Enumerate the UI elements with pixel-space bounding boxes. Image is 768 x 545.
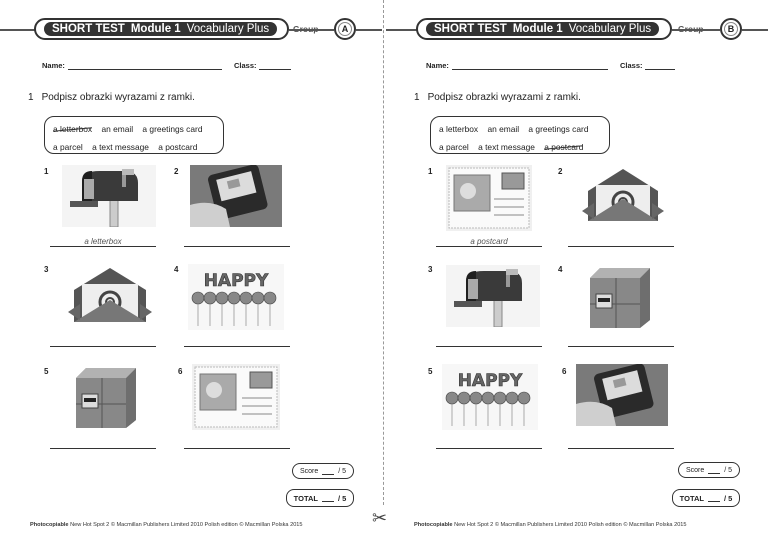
photocopiable-label: Photocopiable — [30, 522, 69, 528]
total-blank[interactable] — [322, 494, 334, 502]
total-blank[interactable] — [708, 494, 720, 502]
answer-line[interactable] — [50, 346, 156, 347]
class-field[interactable] — [259, 69, 291, 70]
item-number: 2 — [558, 167, 563, 176]
word-letterbox: a letterbox — [53, 124, 93, 134]
item-number: 5 — [428, 367, 433, 376]
answer-line[interactable] — [568, 448, 674, 449]
postcard-icon — [192, 364, 280, 430]
answer-line[interactable] — [50, 246, 156, 247]
item-number: 3 — [44, 265, 49, 274]
greetings-card-icon — [442, 364, 538, 430]
answer-line[interactable] — [568, 246, 674, 247]
name-label: Name: — [426, 61, 449, 70]
task-text: Podpisz obrazki wyrazami z ramki. — [41, 92, 195, 103]
word-parcel: a parcel — [53, 142, 83, 152]
test-title-badge — [416, 18, 672, 40]
name-label: Name: — [42, 61, 65, 70]
item-number: 4 — [174, 265, 179, 274]
total-label: TOTAL — [679, 493, 704, 503]
item-number: 4 — [558, 265, 563, 274]
score-max: / 5 — [724, 466, 733, 474]
word-email: an email — [487, 124, 520, 134]
class-label: Class: — [234, 61, 257, 70]
test-topic: Vocabulary Plus — [568, 23, 652, 35]
copyright-text: New Hot Spot 2 © Macmillan Publishers Limited 2010 Polish edition © Macmillan Polska 2015 — [454, 522, 687, 528]
answer-example: a postcard — [470, 237, 508, 246]
email-icon — [580, 165, 666, 227]
score-label: Score — [299, 467, 319, 475]
word-greetings-card: a greetings card — [528, 124, 589, 134]
word-email: an email — [101, 124, 134, 134]
parcel-icon — [72, 364, 140, 430]
item-number: 1 — [44, 167, 49, 176]
header-rule — [386, 29, 418, 31]
answer-line[interactable] — [184, 246, 290, 247]
text-message-icon — [190, 165, 282, 227]
score-label: Score — [685, 466, 705, 474]
letterbox-icon — [62, 165, 156, 227]
task-number: 1 — [28, 92, 34, 103]
test-topic: Vocabulary Plus — [186, 23, 270, 35]
group-label: Group — [678, 24, 704, 34]
text-message-icon — [576, 364, 668, 426]
answer-line[interactable] — [436, 246, 542, 247]
item-number: 6 — [562, 367, 567, 376]
answer-line[interactable] — [436, 346, 542, 347]
item-number: 3 — [428, 265, 433, 274]
test-sheet-b — [384, 0, 768, 545]
task-text: Podpisz obrazki wyrazami z ramki. — [427, 92, 581, 103]
module-label: Module 1 — [130, 23, 181, 35]
item-number: 1 — [428, 167, 433, 176]
word-letterbox: a letterbox — [439, 124, 479, 134]
copyright-text: New Hot Spot 2 © Macmillan Publishers Limited 2010 Polish edition © Macmillan Polska 2015 — [70, 522, 303, 528]
header-rule — [742, 29, 768, 31]
item-number: 5 — [44, 367, 49, 376]
email-icon — [66, 264, 154, 328]
score-blank[interactable] — [322, 467, 334, 475]
scissors-icon: ✂ — [372, 508, 388, 529]
word-box — [430, 116, 610, 154]
total-box — [672, 489, 740, 507]
word-greetings-card: a greetings card — [142, 124, 203, 134]
word-postcard: a postcard — [544, 142, 584, 152]
header-rule — [356, 29, 382, 31]
word-text-message: a text message — [478, 142, 535, 152]
name-field[interactable] — [452, 69, 608, 70]
parcel-icon — [586, 264, 654, 330]
header-rule — [0, 29, 36, 31]
item-number: 2 — [174, 167, 179, 176]
score-box — [678, 462, 740, 478]
word-box — [44, 116, 224, 154]
word-text-message: a text message — [92, 142, 149, 152]
task-instruction — [28, 92, 195, 103]
task-instruction — [414, 92, 581, 103]
group-letter: A — [334, 18, 356, 40]
group-label: Group — [293, 24, 319, 34]
test-title-badge — [34, 18, 289, 40]
word-parcel: a parcel — [439, 142, 469, 152]
total-box — [286, 489, 354, 507]
module-label: Module 1 — [512, 23, 563, 35]
photocopiable-label: Photocopiable — [414, 522, 453, 528]
answer-line[interactable] — [184, 346, 290, 347]
footer — [30, 522, 303, 528]
total-label: TOTAL — [293, 493, 318, 503]
answer-line[interactable] — [50, 448, 156, 449]
svg-text:HAPPY: HAPPY — [203, 271, 269, 291]
item-number: 6 — [178, 367, 183, 376]
name-field[interactable] — [68, 69, 222, 70]
word-postcard: a postcard — [158, 142, 198, 152]
score-box — [292, 463, 354, 479]
postcard-icon — [446, 165, 532, 231]
letterbox-icon — [446, 265, 540, 327]
score-max: / 5 — [338, 467, 347, 475]
answer-example: a letterbox — [84, 237, 122, 246]
total-max: / 5 — [337, 493, 347, 503]
footer — [414, 522, 687, 528]
greetings-card-icon — [188, 264, 284, 330]
short-test-label: SHORT TEST — [434, 23, 507, 35]
task-number: 1 — [414, 92, 420, 103]
svg-text:HAPPY: HAPPY — [457, 371, 523, 391]
group-letter: B — [720, 18, 742, 40]
answer-line[interactable] — [436, 448, 542, 449]
class-label: Class: — [620, 61, 643, 70]
class-field[interactable] — [645, 69, 675, 70]
score-blank[interactable] — [708, 466, 720, 474]
short-test-label: SHORT TEST — [52, 23, 125, 35]
answer-line[interactable] — [184, 448, 290, 449]
total-max: / 5 — [723, 493, 733, 503]
answer-line[interactable] — [568, 346, 674, 347]
